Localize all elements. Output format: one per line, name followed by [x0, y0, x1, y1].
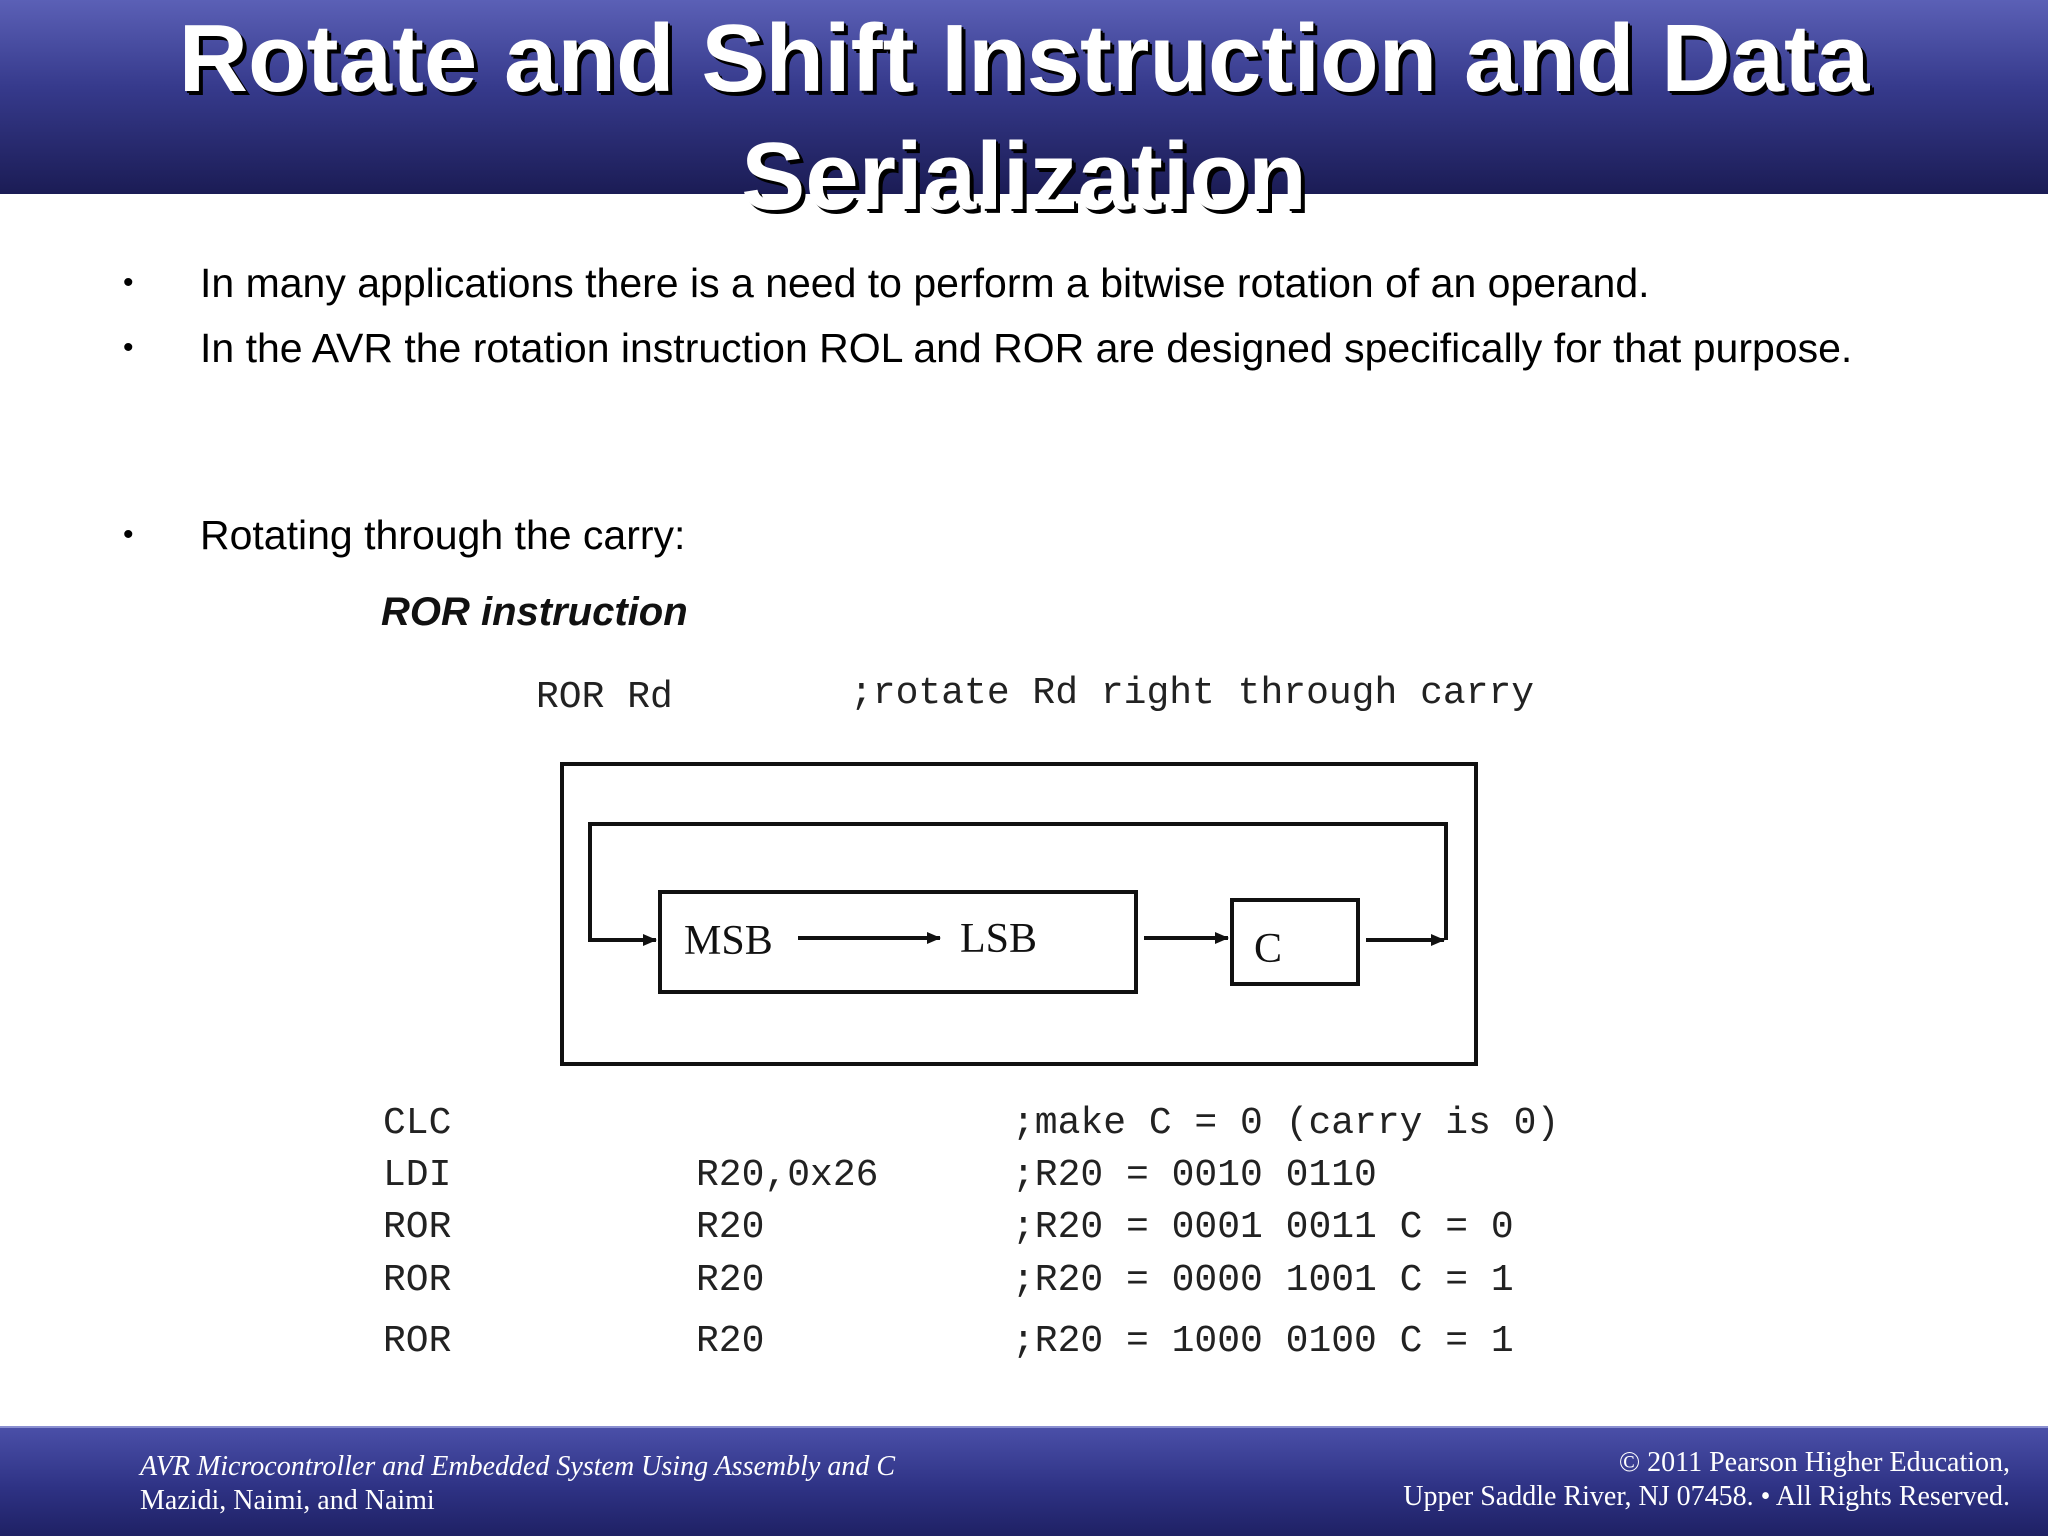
code-line [0, 1259, 2048, 1311]
msb-label: MSB [684, 918, 773, 964]
code-opcode: ROR [383, 1206, 452, 1249]
code-line [0, 1102, 2048, 1154]
bullet-item [123, 321, 1880, 375]
footer-book-title: AVR Microcontroller and Embedded System Using Assembly and C [140, 1451, 896, 1482]
code-line [0, 1320, 2048, 1372]
code-comment: ;R20 = 0001 0011 C = 0 [1012, 1206, 1514, 1249]
footer-copyright-line-2: Upper Saddle River, NJ 07458. • All Rights Reserved. [1403, 1481, 2010, 1512]
footer-copyright [1403, 1446, 2010, 1514]
slide-title-line-1: Rotate and Shift Instruction and Data [178, 5, 1870, 112]
code-comment: ;R20 = 0000 1001 C = 1 [1012, 1259, 1514, 1302]
footer-authors: Mazidi, Naimi, and Naimi [140, 1485, 435, 1516]
code-line [0, 1154, 2048, 1206]
footer-bar [0, 1426, 2048, 1536]
bullet-text: Rotating through the carry: [200, 512, 686, 558]
footer-copyright-line-1: © 2011 Pearson Higher Education, [1618, 1447, 2010, 1478]
code-opcode: ROR [383, 1259, 452, 1302]
footer-book-info [140, 1450, 895, 1518]
bullet-text: In the AVR the rotation instruction ROL and ROR are designed specifically for that purpose. [200, 325, 1853, 371]
bullet-dot-icon: • [123, 266, 134, 299]
code-opcode: ROR [383, 1320, 452, 1363]
code-comment: ;R20 = 0010 0110 [1012, 1154, 1377, 1197]
carry-label: C [1254, 926, 1283, 972]
syntax-comment: ;rotate Rd right through carry [850, 672, 1535, 715]
code-comment: ;make C = 0 (carry is 0) [1012, 1102, 1560, 1145]
code-line [0, 1206, 2048, 1258]
ror-rotation-diagram [560, 762, 1490, 1072]
carry-box [1232, 900, 1358, 984]
code-operand: R20 [696, 1206, 765, 1249]
bullet-dot-icon: • [123, 331, 134, 364]
code-comment: ;R20 = 1000 0100 C = 1 [1012, 1320, 1514, 1363]
bullet-item [123, 256, 1880, 310]
code-operand: R20,0x26 [696, 1154, 879, 1197]
slide-title-line-2: Serialization [741, 123, 1307, 230]
bullet-item [123, 508, 1880, 562]
bullet-dot-icon: • [123, 518, 134, 551]
bullet-text: In many applications there is a need to perform a bitwise rotation of an operand. [200, 260, 1650, 306]
syntax-instruction: ROR Rd [536, 676, 673, 719]
code-operand: R20 [696, 1259, 765, 1302]
code-operand: R20 [696, 1320, 765, 1363]
lsb-label: LSB [960, 916, 1038, 962]
slide-title [0, 0, 2048, 236]
code-opcode: CLC [383, 1102, 452, 1145]
code-opcode: LDI [383, 1154, 452, 1197]
figure-heading: ROR instruction [381, 590, 688, 634]
diagram-outer-frame [562, 764, 1476, 1064]
